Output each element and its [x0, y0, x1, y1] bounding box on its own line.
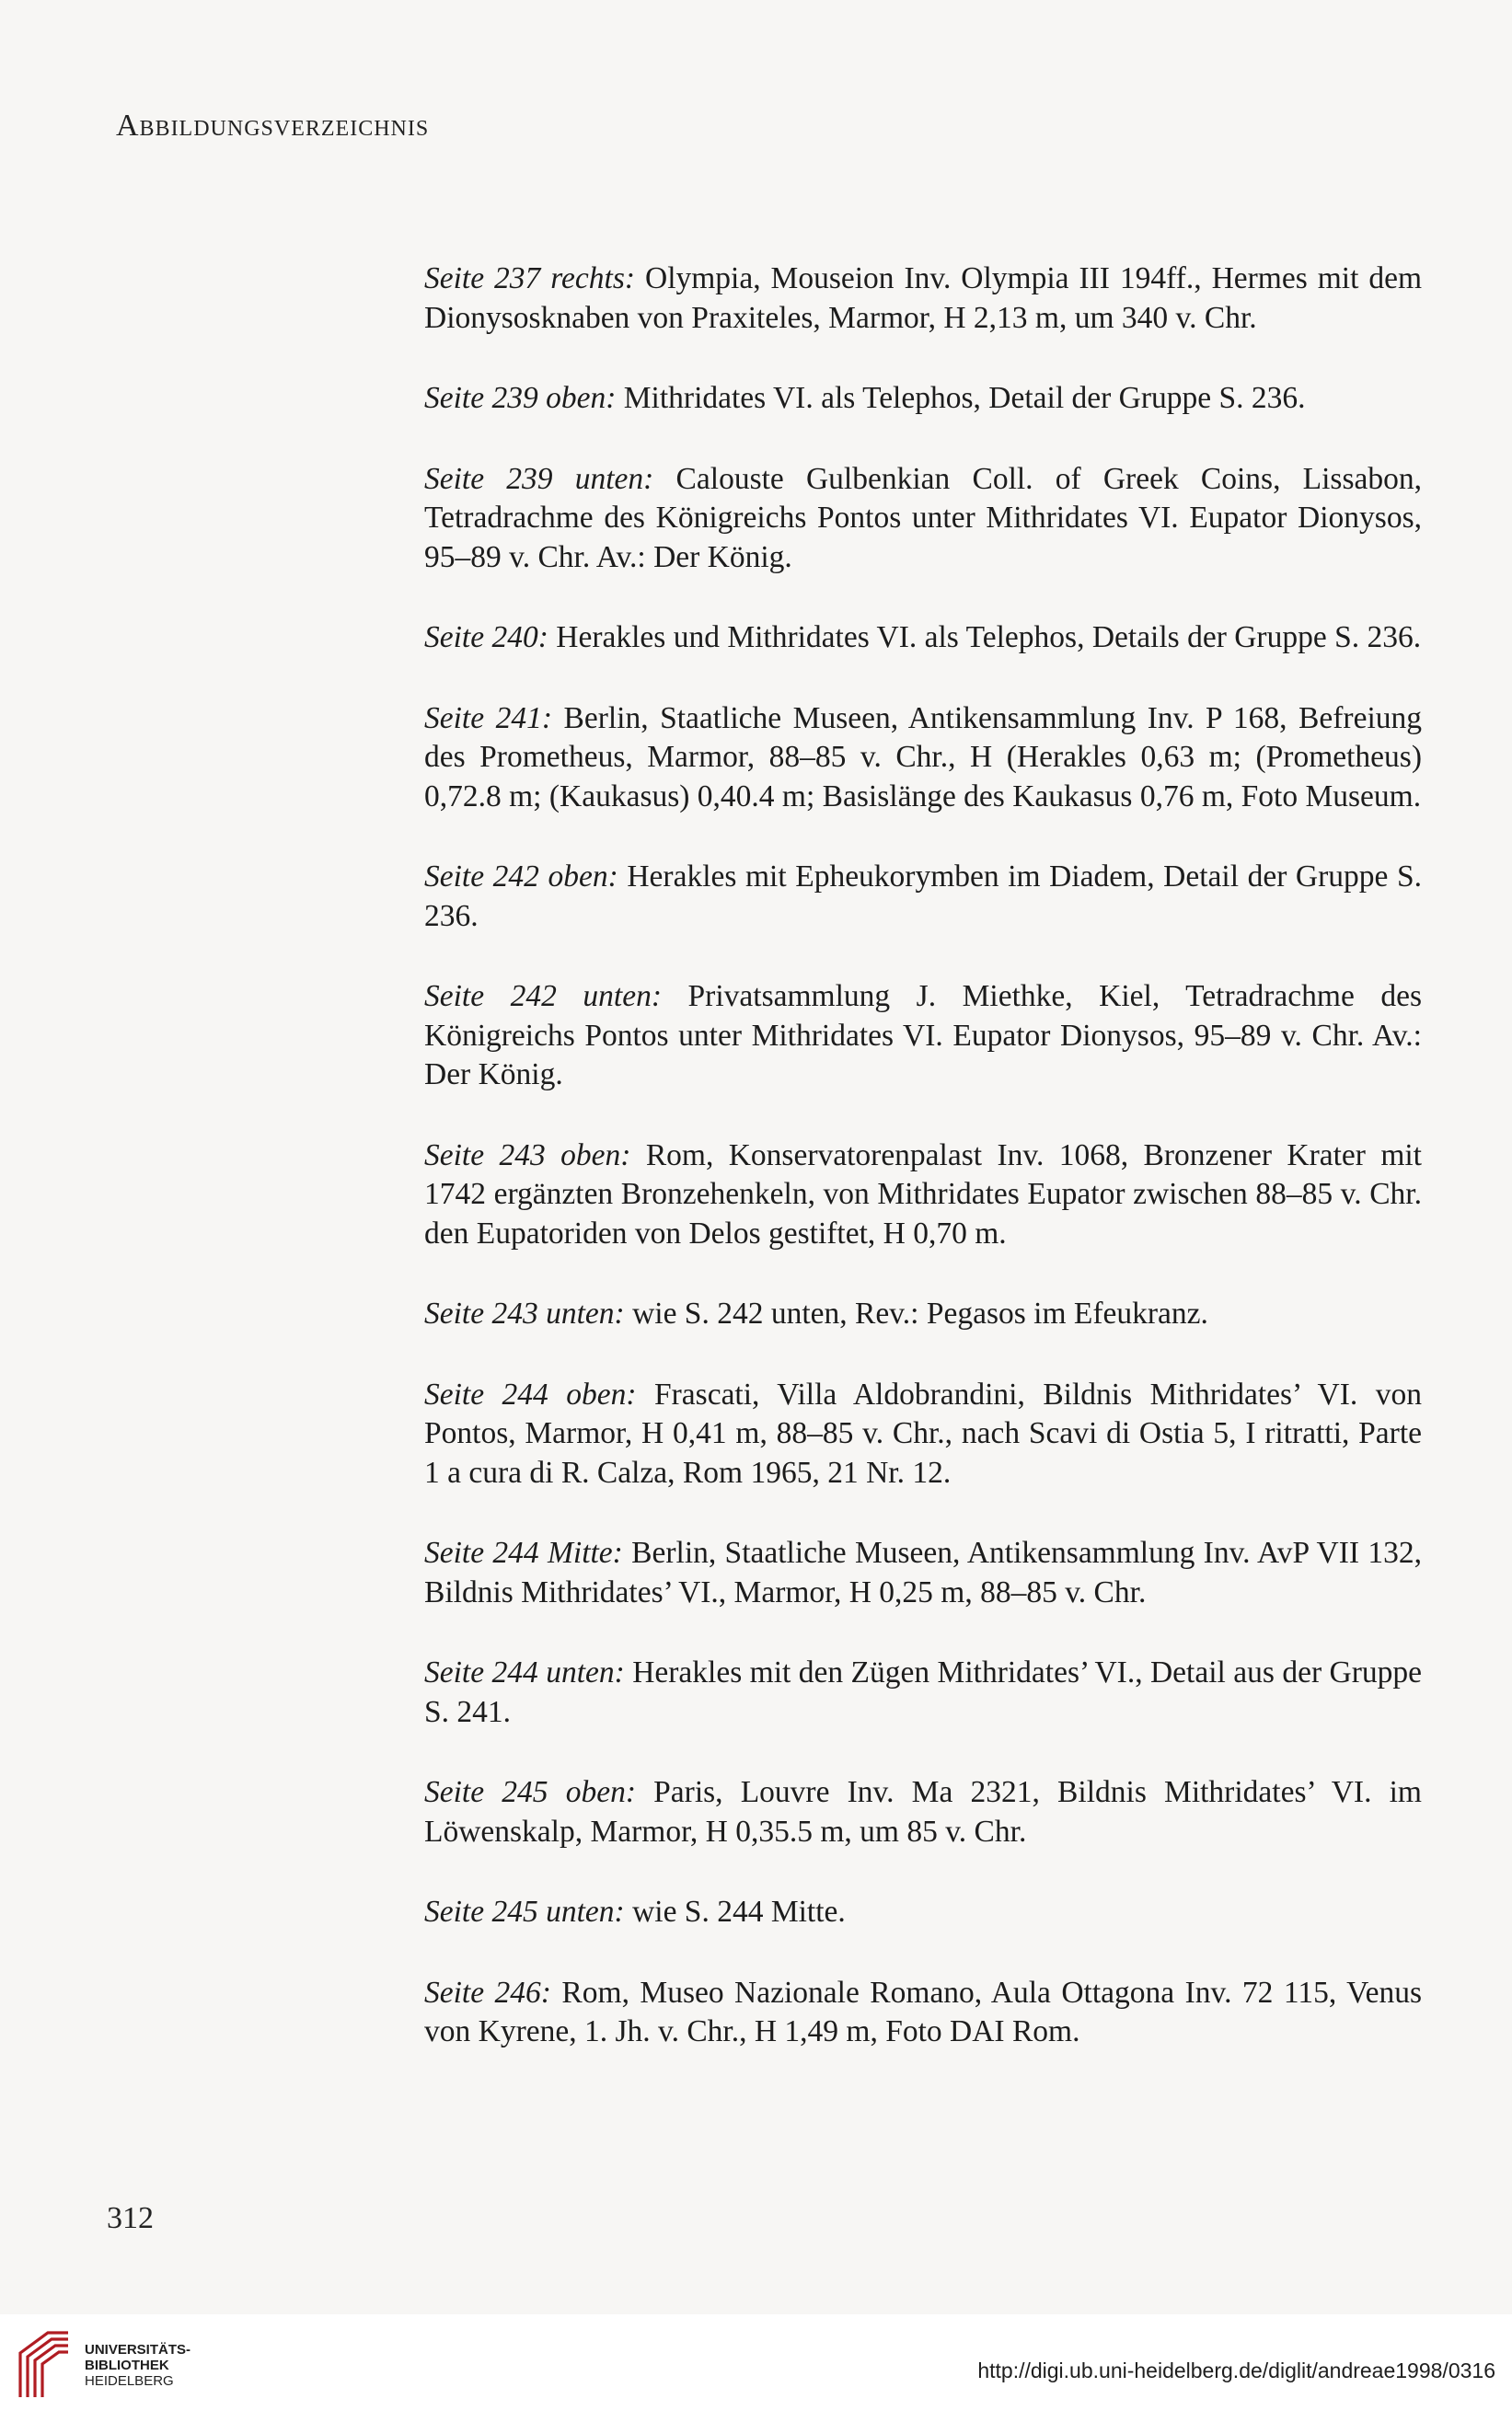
entry-text: Herakles und Mithridates VI. als Telephos, Details der Gruppe S. 236. [548, 620, 1422, 654]
list-item [424, 699, 1422, 817]
entry-text: Herakles mit den Zügen Mithridates’ VI., Detail aus der Gruppe S. 241. [424, 1655, 1422, 1729]
entry-text: Berlin, Staatliche Museen, Antikensammlung Inv. P 168, Befreiung des Prometheus, Marmor, 88–85 v. Chr., H (Herakles 0,63 m; (Prometheus) 0,72.8 m; (Kaukasus) 0,40.4 m; Basislänge des Kaukasus 0,76 m, Foto Museum. [424, 700, 1422, 813]
source-url-link[interactable]: http://digi.ub.uni-heidelberg.de/diglit/andreae1998/0316 [977, 2359, 1495, 2382]
list-item [424, 379, 1422, 419]
entry-label: Seite 244 Mitte: [424, 1536, 623, 1570]
entry-text: Privatsammlung J. Miethke, Kiel, Tetradrachme des Königreichs Pontos unter Mithridates VI. Eupator Dionysos, 95–89 v. Chr. Av.: Der König. [424, 979, 1422, 1091]
entry-label: Seite 239 oben: [424, 381, 617, 415]
library-name-line: UNIVERSITÄTS- [85, 2342, 191, 2358]
library-logo-icon [11, 2325, 75, 2401]
entry-text: Herakles mit Epheukorymben im Diadem, Detail der Gruppe S. 236. [424, 859, 1422, 933]
entry-label: Seite 242 oben: [424, 859, 618, 894]
entry-label: Seite 239 unten: [424, 461, 654, 496]
entry-label: Seite 242 unten: [424, 979, 663, 1013]
list-item [424, 618, 1422, 658]
entry-text: Berlin, Staatliche Museen, Antikensammlung Inv. AvP VII 132, Bildnis Mithridates’ VI., Marmor, H 0,25 m, 88–85 v. Chr. [424, 1536, 1422, 1609]
entry-label: Seite 245 unten: [424, 1895, 625, 1929]
entry-label: Seite 244 oben: [424, 1377, 637, 1412]
library-name [85, 2342, 190, 2389]
entry-label: Seite 237 rechts: [424, 261, 636, 295]
entry-text: wie S. 244 Mitte. [624, 1895, 846, 1929]
entry-text: Rom, Museo Nazionale Romano, Aula Ottagona Inv. 72 115, Venus von Kyrene, 1. Jh. v. Chr., H 1,49 m, Foto DAI Rom. [424, 1975, 1422, 2048]
list-item [424, 1136, 1422, 1254]
list-item [424, 1773, 1422, 1851]
entry-text: Rom, Konservatorenpalast Inv. 1068, Bronzener Krater mit 1742 ergänzten Bronzehenkeln, von Mithridates Eupator zwischen 88–85 v. Chr. den Eupatoriden von Delos gestiftet, H 0,70 m. [424, 1137, 1422, 1251]
entry-text: Olympia, Mouseion Inv. Olympia III 194ff., Hermes mit dem Dionysosknaben von Praxiteles, Marmor, H 2,13 m, um 340 v. Chr. [424, 261, 1422, 335]
footer-bar [0, 2314, 1512, 2422]
figure-list [424, 260, 1422, 2093]
entry-text: Mithridates VI. als Telephos, Detail der Gruppe S. 236. [616, 381, 1306, 415]
list-item [424, 858, 1422, 936]
entry-label: Seite 244 unten: [424, 1655, 625, 1690]
list-item [424, 260, 1422, 338]
list-item [424, 1654, 1422, 1732]
entry-label: Seite 245 oben: [424, 1775, 636, 1809]
library-name-line: BIBLIOTHEK [85, 2358, 169, 2373]
list-item [424, 1295, 1422, 1334]
library-name-line: HEIDELBERG [85, 2373, 174, 2389]
entry-label: Seite 243 oben: [424, 1137, 631, 1172]
entry-text: Paris, Louvre Inv. Ma 2321, Bildnis Mithridates’ VI. im Löwenskalp, Marmor, H 0,35.5 m, um 85 v. Chr. [424, 1775, 1422, 1849]
entry-label: Seite 243 unten: [424, 1297, 625, 1331]
list-item [424, 977, 1422, 1095]
entry-label: Seite 240: [424, 620, 548, 654]
page-number: 312 [107, 2201, 154, 2235]
list-item [424, 460, 1422, 578]
entry-label: Seite 246: [424, 1975, 551, 2010]
entry-text: wie S. 242 unten, Rev.: Pegasos im Efeukranz. [624, 1297, 1208, 1331]
entry-text: Frascati, Villa Aldobrandini, Bildnis Mithridates’ VI. von Pontos, Marmor, H 0,41 m, 88–85 v. Chr., nach Scavi di Ostia 5, I ritratti, Parte 1 a cura di R. Calza, Rom 1965, 21 Nr. 12. [424, 1377, 1422, 1490]
running-header: Abbildungsverzeichnis [116, 109, 430, 143]
list-item [424, 1974, 1422, 2052]
list-item [424, 1534, 1422, 1612]
list-item [424, 1376, 1422, 1494]
entry-label: Seite 241: [424, 700, 552, 735]
entry-text: Calouste Gulbenkian Coll. of Greek Coins, Lissabon, Tetradrachme des Königreichs Pontos unter Mithridates VI. Eupator Dionysos, 95–89 v. Chr. Av.: Der König. [424, 461, 1422, 574]
list-item [424, 1893, 1422, 1932]
